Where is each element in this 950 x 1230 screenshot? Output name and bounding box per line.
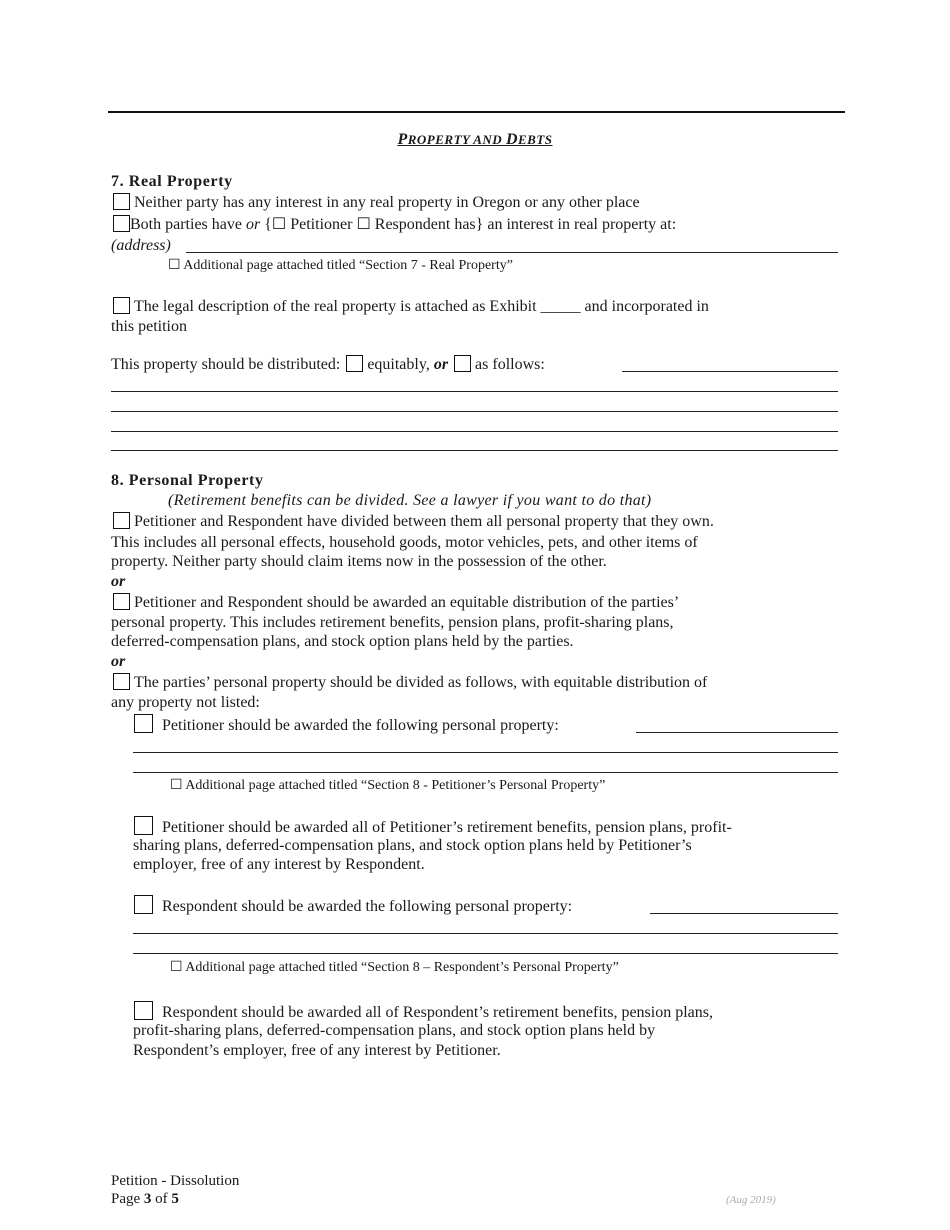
equitable-distribution-line2: personal property. This includes retirement benefits, pension plans, profit-sharing plans,	[111, 614, 674, 631]
checkbox-equitable-distribution[interactable]	[113, 593, 130, 610]
option-already-divided[interactable]: Petitioner and Respondent have divided between them all personal property that they own.	[113, 512, 714, 532]
checkbox-already-divided[interactable]	[113, 512, 130, 529]
option-divided-as-follows[interactable]: The parties’ personal property should be divided as follows, with equitable distribution of	[113, 673, 707, 693]
checkbox-equitably[interactable]	[346, 355, 363, 372]
section-title: PROPERTY AND DEBTS	[397, 131, 553, 148]
checkbox-as-follows[interactable]	[454, 355, 471, 372]
checkbox-respondent-award[interactable]	[134, 895, 153, 914]
checkbox-petitioner-retirement[interactable]	[134, 816, 153, 835]
option-respondent-retirement[interactable]: Respondent should be awarded all of Respondent’s retirement benefits, pension plans,	[134, 1001, 713, 1023]
distribution-line-4[interactable]	[111, 450, 838, 451]
respondent-award-input-line[interactable]	[650, 913, 838, 914]
option-equitable-distribution[interactable]: Petitioner and Respondent should be awarded an equitable distribution of the parties’	[113, 593, 679, 613]
retirement-note: (Retirement benefits can be divided. See a lawyer if you want to do that)	[168, 492, 652, 509]
footer-revision-date: (Aug 2019)	[726, 1194, 776, 1206]
checkbox-legal-description[interactable]	[113, 297, 130, 314]
option-respondent-award[interactable]: Respondent should be awarded the following personal property:	[134, 895, 572, 917]
or-divider-2: or	[111, 653, 126, 670]
respondent-retirement-line2: profit-sharing plans, deferred-compensation plans, and stock option plans held by	[133, 1022, 656, 1039]
already-divided-line3: property. Neither party should claim items now in the possession of the other.	[111, 553, 607, 570]
personal-property-heading: 8. Personal Property	[111, 472, 264, 489]
additional-page-real-property[interactable]: ☐ Additional page attached titled “Section 7 - Real Property”	[168, 258, 513, 273]
distribution-line-3[interactable]	[111, 431, 838, 432]
distribution-line-1[interactable]	[111, 391, 838, 392]
real-property-heading: 7. Real Property	[111, 173, 233, 190]
distribution-input-line[interactable]	[622, 371, 838, 372]
petitioner-retirement-line2: sharing plans, deferred-compensation plans, and stock option plans held by Petitioner’s	[133, 837, 692, 854]
option-petitioner-retirement[interactable]: Petitioner should be awarded all of Petitioner’s retirement benefits, pension plans, profit-	[134, 816, 732, 838]
already-divided-line2: This includes all personal effects, household goods, motor vehicles, pets, and other items of	[111, 534, 698, 551]
footer-form-name: Petition - Dissolution	[111, 1173, 240, 1189]
address-label: (address)	[111, 237, 171, 254]
additional-page-petitioner[interactable]: ☐ Additional page attached titled “Section 8 - Petitioner’s Personal Property”	[170, 778, 606, 793]
respondent-award-line-2[interactable]	[133, 953, 838, 954]
footer-page-number: Page 3 of 5	[111, 1191, 179, 1207]
checkbox-petitioner-award[interactable]	[134, 714, 153, 733]
petitioner-retirement-line3: employer, free of any interest by Respondent.	[133, 856, 425, 873]
checkbox-respondent-retirement[interactable]	[134, 1001, 153, 1020]
address-input-line[interactable]	[186, 252, 838, 253]
petitioner-award-line-1[interactable]	[133, 752, 838, 753]
respondent-retirement-line3: Respondent’s employer, free of any interest by Petitioner.	[133, 1042, 501, 1059]
top-rule	[108, 111, 845, 113]
checkbox-real-property-interest[interactable]	[113, 215, 130, 232]
distribution-line-2[interactable]	[111, 411, 838, 412]
checkbox-divided-as-follows[interactable]	[113, 673, 130, 690]
petitioner-award-line-2[interactable]	[133, 772, 838, 773]
distribution-row: This property should be distributed: equitably, or as follows:	[111, 356, 545, 373]
option-petitioner-award[interactable]: Petitioner should be awarded the following personal property:	[134, 714, 559, 736]
equitable-distribution-line3: deferred-compensation plans, and stock option plans held by the parties.	[111, 633, 574, 650]
legal-description-line2: this petition	[111, 318, 187, 335]
additional-page-respondent[interactable]: ☐ Additional page attached titled “Section 8 – Respondent’s Personal Property”	[170, 960, 619, 975]
or-divider-1: or	[111, 573, 126, 590]
checkbox-no-real-property[interactable]	[113, 193, 130, 210]
option-real-property-interest[interactable]: Both parties have or {☐ Petitioner ☐ Respondent has} an interest in real property at:	[113, 215, 676, 235]
respondent-award-line-1[interactable]	[133, 933, 838, 934]
petitioner-award-input-line[interactable]	[636, 732, 838, 733]
option-no-real-property[interactable]: Neither party has any interest in any real property in Oregon or any other place	[113, 193, 640, 213]
option-legal-description[interactable]: The legal description of the real property is attached as Exhibit _____ and incorporated in	[113, 297, 709, 317]
divided-as-follows-line2: any property not listed:	[111, 694, 260, 711]
